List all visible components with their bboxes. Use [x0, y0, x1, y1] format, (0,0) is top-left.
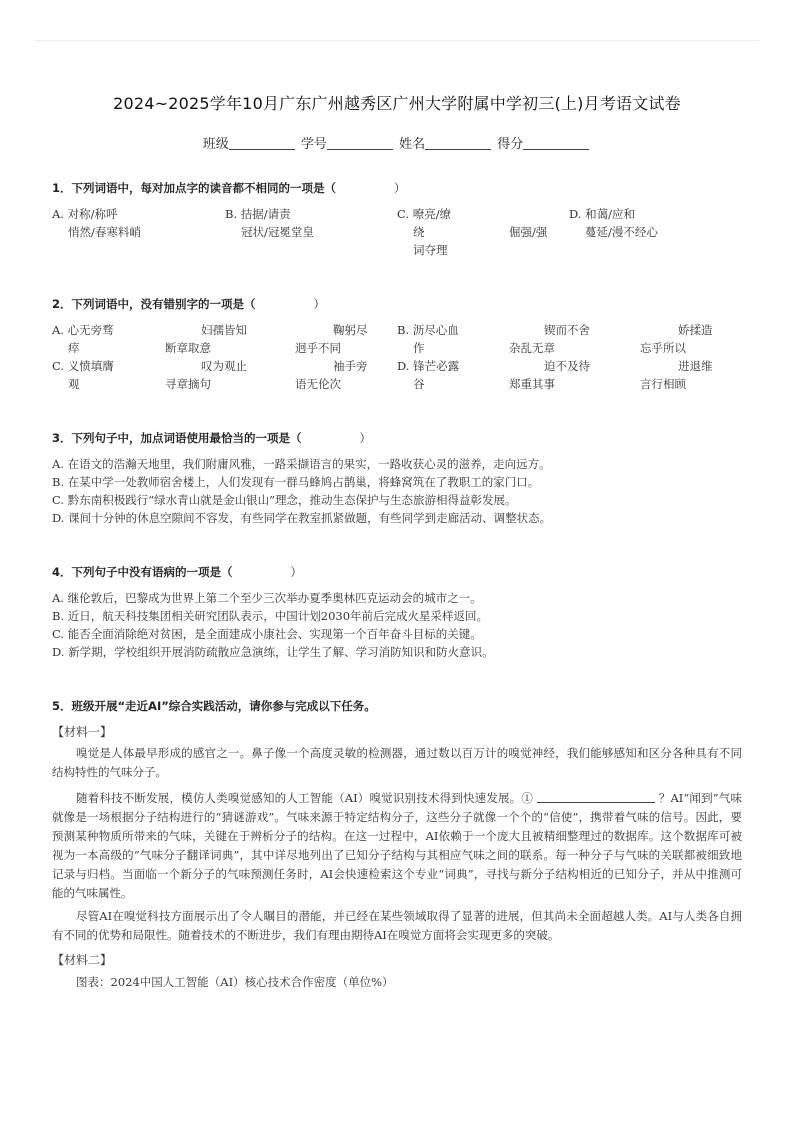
q1-option-d-line2: 蔓延/漫不经心	[585, 225, 658, 239]
q2-d-2: 迫不及待	[544, 359, 590, 373]
top-divider	[35, 40, 759, 41]
q2-c-5: 寻章摘句	[165, 377, 211, 391]
q2-a-6: 迥乎不同	[295, 341, 341, 355]
q3-option-b: B. 在某中学一处教师宿舍楼上，人们发现有一群马蜂鸠占鹊巢，将蜂窝筑在了教职工的家门口。	[52, 475, 540, 489]
q2-b-3: 娇揉造	[678, 323, 713, 337]
q3-option-d: D. 课间十分钟的休息空隙间不容发，有些同学在教室抓紧做题，有些同学到走廊活动、调整状态。	[52, 511, 552, 525]
q3-option-a: A. 在语文的浩瀚天地里，我们附庸风雅，一路采撷语言的果实，一路收获心灵的滋养，走向远方。	[52, 457, 551, 471]
q2-a-4: 瘁	[68, 341, 80, 355]
q2-b-5: 杂乱无章	[509, 341, 555, 355]
q1-option-c-line2: 绕	[413, 225, 425, 239]
class-label: 班级	[202, 137, 229, 152]
material-1-paragraph-1: 嗅觉是人体最早形成的感官之一。鼻子像一个高度灵敏的检测器，通过数以百万计的嗅觉神经，我们能够感知和区分各种具有不同结构特性的气味分子。	[52, 746, 742, 779]
q2-a-2: 妇孺皆知	[201, 323, 247, 337]
question-2-stem: 2．下列词语中，没有错别字的一项是（ ）	[52, 297, 325, 311]
answer-blank-1[interactable]	[537, 791, 655, 803]
q2-d-1: D. 锋芒必露	[397, 359, 460, 373]
q2-a-1: A. 心无旁骛	[52, 323, 114, 337]
q2-d-6: 言行相顾	[640, 377, 686, 391]
q2-a-3: 鞠躬尽	[333, 323, 368, 337]
number-blank[interactable]	[327, 136, 393, 150]
q1-option-a: A. 对称/称呼	[52, 207, 118, 221]
q1-option-c: C. 嘹亮/缭	[397, 207, 452, 221]
q1-option-c-extra: 倔强/强	[509, 225, 548, 239]
q1-option-d: D. 和蔼/应和	[569, 207, 635, 221]
score-blank[interactable]	[523, 136, 589, 150]
q2-b-6: 忘乎所以	[640, 341, 686, 355]
q1-option-b: B. 拮据/请责	[225, 207, 291, 221]
q1-option-a-line2: 悄然/春寒料峭	[68, 225, 141, 239]
name-blank[interactable]	[425, 136, 491, 150]
q3-option-c: C. 黔东南积极践行“绿水青山就是金山银山”理念，推动生态保护与生态旅游相得益彰发展。	[52, 493, 517, 507]
student-info-row	[0, 133, 794, 152]
q2-b-4: 作	[413, 341, 425, 355]
material-1-paragraph-3: 尽管AI在嗅觉科技方面展示出了令人瞩目的潜能，并已经在某些领域取得了显著的进展，但其尚未全面超越人类。AI与人类各自拥有不同的优势和局限性。随着技术的不断进步，我们有理由期待AI在嗅觉方面将会实现更多的突破。	[52, 909, 742, 942]
question-4-stem: 4．下列句子中没有语病的一项是（ ）	[52, 565, 302, 579]
number-label: 学号	[300, 137, 327, 152]
q2-a-5: 断章取意	[165, 341, 211, 355]
q1-option-c-line3: 词夺理	[413, 243, 448, 257]
q2-c-3: 袖手旁	[333, 359, 368, 373]
material-1-heading: 【材料一】	[52, 725, 113, 739]
material-2-heading: 【材料二】	[52, 953, 113, 967]
q2-b-1: B. 沥尽心血	[397, 323, 459, 337]
material-1-paragraph-2: 随着科技不断发展，模仿人类嗅觉感知的人工智能（AI）嗅觉识别技术得到快速发展。① ？AI“闻到”气味就像是一场根据分子结构进行的“猜谜游戏”。气味来源于特定结构分子，这些分子就像一个个的“信使”，携带着气味的信号。因此，要预测某种物质所带来的气味，关键在于辨析分子的结构。在这一过程中，AI依赖于一个庞大且被精细整理过的数据库。这个数据库可被视为一本高级的“气味分子翻译词典”，其中详尽地列出了已知分子结构与其相应气味之间的联系。每一种分子与气味的关联都被细致地记录与归档。当面临一个新分子的气味预测任务时，AI会快速检索这个专业“词典”，寻找与新分子结构相近的已知分子，并从中推测可能的气味属性。	[52, 791, 743, 900]
question-1-stem: 1．下列词语中，每对加点字的读音都不相同的一项是（ ）	[52, 181, 406, 195]
question-5-stem: 5．班级开展“走近AI”综合实践活动，请你参与完成以下任务。	[52, 699, 376, 713]
class-blank[interactable]	[229, 136, 295, 150]
score-label: 得分	[497, 137, 524, 152]
q2-c-4: 观	[68, 377, 80, 391]
q2-b-2: 锲而不舍	[544, 323, 590, 337]
q2-d-4: 谷	[413, 377, 425, 391]
q4-option-a: A. 继伦敦后，巴黎成为世界上第二个至少三次举办夏季奥林匹克运动会的城市之一。	[52, 591, 482, 605]
q4-option-d: D. 新学期，学校组织开展消防疏散应急演练，让学生了解、学习消防知识和防火意识。	[52, 645, 494, 659]
q4-option-b: B. 近日，航天科技集团相关研究团队表示，中国计划2030年前后完成火星采样返回。	[52, 609, 489, 623]
q2-c-6: 语无伦次	[295, 377, 341, 391]
question-3-stem: 3．下列句子中，加点词语使用最恰当的一项是（ ）	[52, 431, 371, 445]
chart-caption: 图表：2024中国人工智能（AI）核心技术合作密度（单位%）	[76, 975, 394, 989]
q4-option-c: C. 能否全面消除绝对贫困，是全面建成小康社会、实现第一个百年奋斗目标的关键。	[52, 627, 482, 641]
q2-d-3: 进退维	[678, 359, 713, 373]
name-label: 姓名	[399, 137, 426, 152]
q2-c-2: 叹为观止	[201, 359, 247, 373]
page-title: 2024~2025学年10月广东广州越秀区广州大学附属中学初三(上)月考语文试卷	[113, 94, 681, 113]
q2-d-5: 郑重其事	[509, 377, 555, 391]
q2-c-1: C. 义愤填膺	[52, 359, 114, 373]
q1-option-b-line2: 冠状/冠冕堂皇	[241, 225, 314, 239]
